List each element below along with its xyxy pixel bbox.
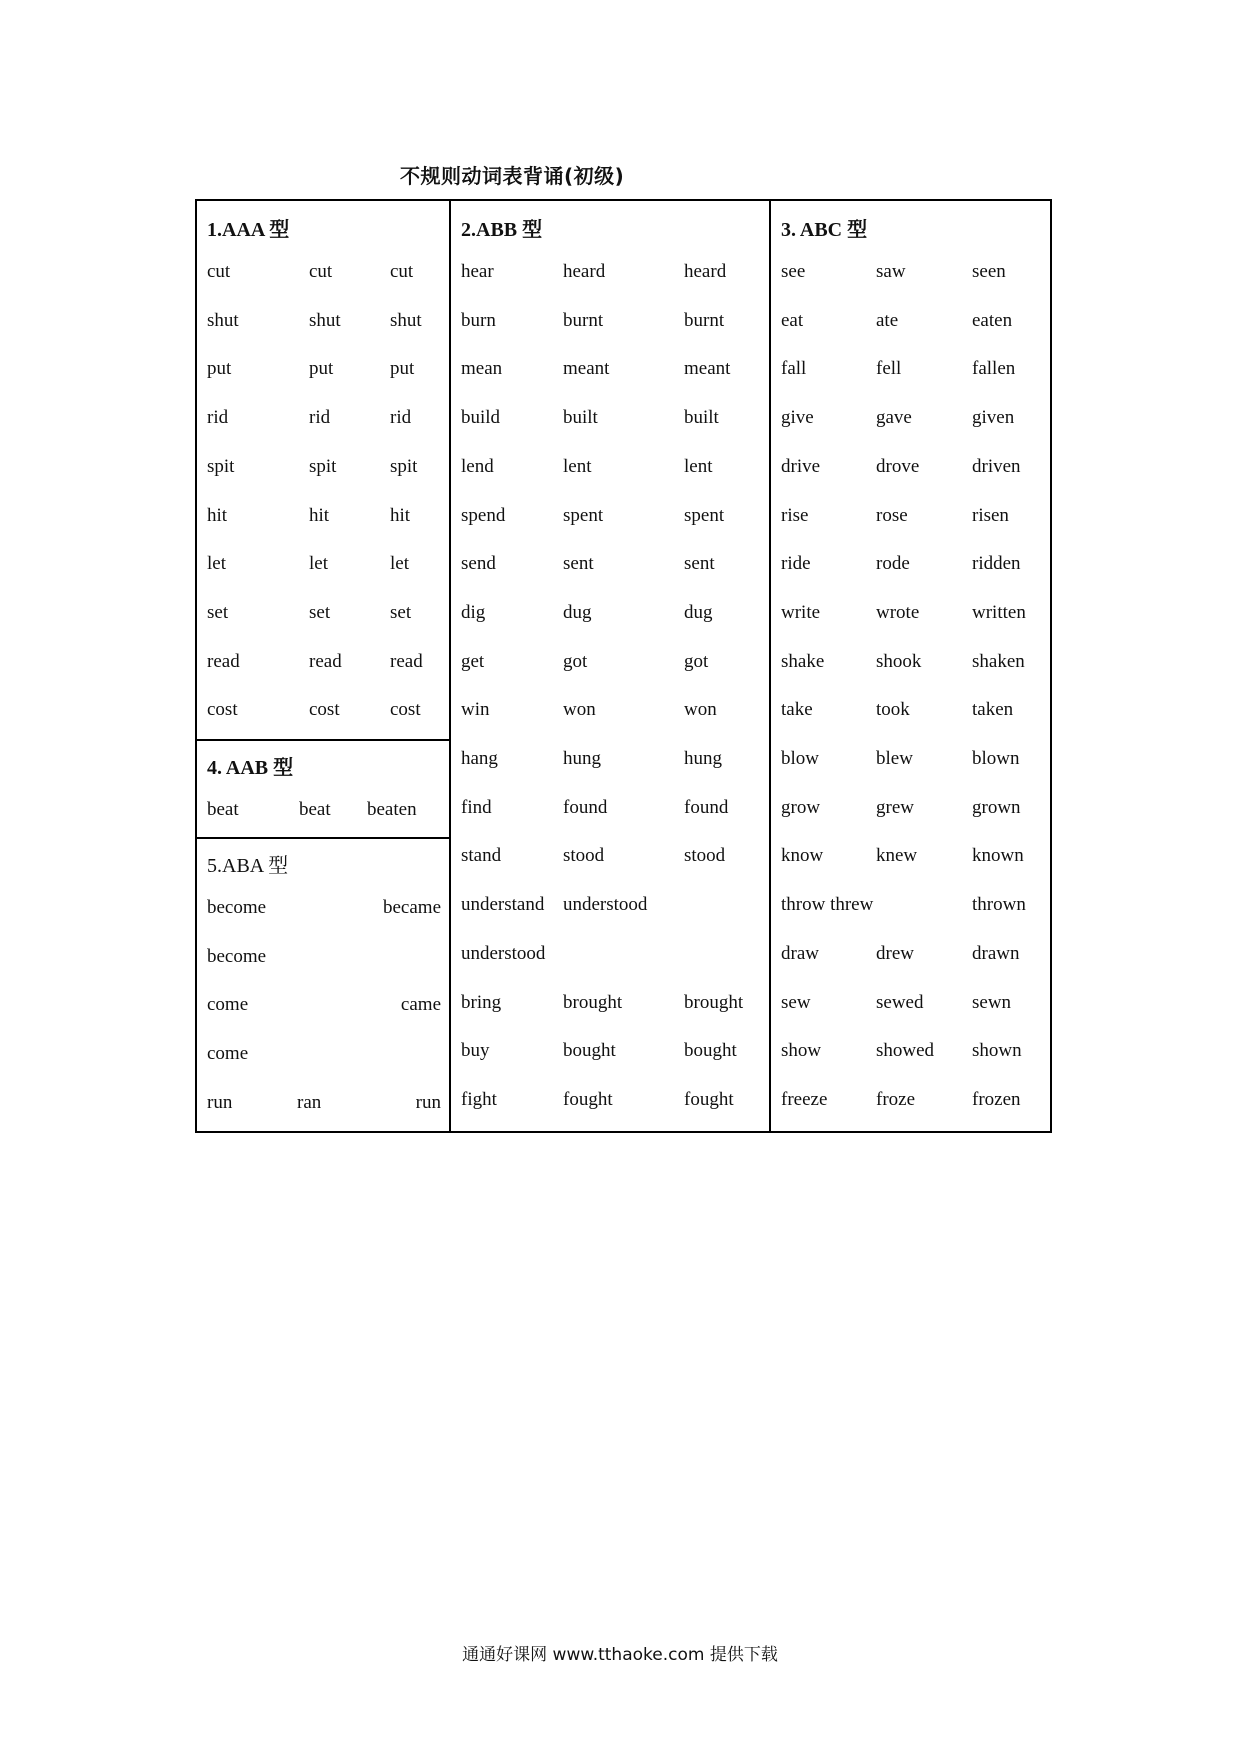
past-participle: written	[972, 601, 1026, 623]
past-participle: found	[684, 796, 729, 818]
column-left	[197, 201, 449, 1131]
verb-row	[461, 894, 761, 924]
base-form: take	[781, 699, 813, 721]
verb-row	[461, 1089, 761, 1119]
past-tense: won	[563, 699, 596, 721]
verb-row	[207, 261, 441, 291]
past-tense: burnt	[563, 309, 604, 331]
past-participle: risen	[972, 504, 1009, 526]
section-abc	[771, 201, 1050, 1131]
past-participle: ridden	[972, 553, 1021, 575]
base-form: shake	[781, 650, 825, 672]
section-title: 4. AAB 型	[207, 757, 294, 779]
base-form: understand	[461, 894, 545, 916]
past-participle: bought	[684, 1040, 737, 1062]
base-form: understood	[461, 942, 546, 964]
past-tense: put	[309, 358, 334, 380]
base-form: fight	[461, 1088, 497, 1110]
past-participle: heard	[684, 261, 727, 282]
past-participle: fallen	[972, 358, 1016, 380]
verb-row	[781, 553, 1042, 583]
verb-row	[207, 994, 441, 1024]
section-aaa	[197, 201, 449, 739]
verb-row	[207, 699, 441, 729]
base-form: beat	[207, 799, 239, 820]
verb-row	[781, 602, 1042, 632]
base-form: ride	[781, 553, 811, 575]
base-form: spit	[207, 455, 235, 477]
past-tense: heard	[563, 261, 606, 282]
verb-row	[781, 845, 1042, 875]
verb-row	[461, 748, 761, 778]
past-tense: drew	[876, 942, 914, 964]
past-participle: read	[390, 650, 423, 672]
past-participle: fought	[684, 1088, 734, 1110]
past-participle: put	[390, 358, 415, 380]
past-participle: got	[684, 650, 709, 672]
verb-row	[461, 699, 761, 729]
base-form: run	[207, 1091, 233, 1113]
verb-row	[781, 894, 1042, 924]
past-tense: shook	[876, 650, 922, 672]
verb-row	[461, 1040, 761, 1070]
past-participle: set	[390, 601, 412, 623]
verb-row	[781, 748, 1042, 778]
base-form: draw	[781, 942, 819, 964]
past-tense: beat	[299, 799, 331, 820]
past-participle: brought	[684, 991, 744, 1013]
base-form: build	[461, 407, 501, 429]
base-form: get	[461, 650, 485, 672]
verb-row	[461, 261, 761, 291]
past-tense: meant	[563, 358, 610, 380]
past-participle: stood	[684, 845, 726, 867]
past-tense: knew	[876, 845, 918, 867]
verb-row	[207, 799, 441, 829]
verb-row	[781, 1089, 1042, 1119]
past-participle: drawn	[972, 942, 1020, 964]
past-tense: brought	[563, 991, 623, 1013]
past-participle: dug	[684, 601, 713, 623]
base-form: grow	[781, 796, 821, 818]
base-form: mean	[461, 358, 503, 380]
past-tense: grew	[876, 796, 914, 818]
verb-row	[781, 992, 1042, 1022]
verb-row	[207, 602, 441, 632]
past-tense: read	[309, 650, 342, 672]
verb-row	[207, 651, 441, 681]
past-participle: taken	[972, 699, 1014, 721]
verb-row	[207, 1043, 441, 1073]
verb-row	[461, 553, 761, 583]
verb-row	[207, 897, 441, 927]
base-form: eat	[781, 309, 804, 331]
past-participle: sent	[684, 553, 715, 575]
verb-row	[207, 1092, 441, 1122]
past-participle: eaten	[972, 309, 1013, 331]
past-tense: bought	[563, 1040, 616, 1062]
base-form: burn	[461, 309, 496, 331]
verb-row	[461, 505, 761, 535]
base-form: dig	[461, 601, 486, 623]
past-tense: built	[563, 407, 598, 429]
past-participle: seen	[972, 261, 1006, 282]
past-tense: took	[876, 699, 910, 721]
section-title: 5.ABA 型	[207, 855, 289, 877]
verb-row	[461, 797, 761, 827]
past-participle: spent	[684, 504, 725, 526]
verb-row	[461, 602, 761, 632]
base-form: blow	[781, 748, 819, 769]
base-form: know	[781, 845, 824, 867]
verb-row	[461, 992, 761, 1022]
past-tense: hung	[563, 748, 601, 769]
past-participle: shaken	[972, 650, 1025, 672]
past-participle: cost	[390, 699, 421, 721]
past-tense: drove	[876, 455, 920, 477]
verb-row	[207, 553, 441, 583]
verb-row	[461, 943, 761, 973]
base-form: become	[207, 945, 267, 967]
base-form: give	[781, 407, 814, 429]
base-form: rid	[207, 407, 229, 429]
base-form: throw threw	[781, 894, 874, 916]
verb-row	[207, 358, 441, 388]
base-form: come	[207, 1043, 249, 1065]
base-form: sew	[781, 991, 811, 1013]
verb-row	[781, 651, 1042, 681]
verb-row	[461, 358, 761, 388]
verb-row	[207, 407, 441, 437]
past-tense: rode	[876, 553, 910, 575]
past-tense: froze	[876, 1088, 916, 1110]
base-form: win	[461, 699, 490, 721]
past-tense: saw	[876, 261, 906, 282]
past-participle: sewn	[972, 991, 1012, 1013]
base-form: write	[781, 601, 821, 623]
verb-row	[461, 310, 761, 340]
base-form: buy	[461, 1040, 490, 1062]
past-participle: given	[972, 407, 1015, 429]
column-right	[769, 201, 1050, 1131]
past-tense: spit	[309, 455, 337, 477]
past-tense: let	[309, 553, 328, 575]
past-participle: grown	[972, 796, 1021, 818]
past-tense: understood	[563, 894, 648, 916]
base-form: hear	[461, 261, 494, 282]
past-participle: won	[684, 699, 717, 721]
past-participle: known	[972, 845, 1024, 867]
past-tense: lent	[563, 455, 592, 477]
base-form: bring	[461, 991, 502, 1013]
past-participle: cut	[390, 261, 414, 282]
verb-row	[781, 310, 1042, 340]
section-title: 3. ABC 型	[781, 219, 868, 241]
base-form: read	[207, 650, 240, 672]
past-tense: blew	[876, 748, 913, 769]
verb-row	[461, 407, 761, 437]
verb-row	[207, 505, 441, 535]
verb-row	[781, 699, 1042, 729]
past-tense: ate	[876, 309, 899, 331]
verb-row	[781, 797, 1042, 827]
past-tense: hit	[309, 504, 330, 526]
base-form: let	[207, 553, 226, 575]
base-form: find	[461, 796, 492, 818]
past-tense: shut	[309, 309, 341, 331]
past-participle: spit	[390, 455, 418, 477]
verb-row	[781, 261, 1042, 291]
base-form: put	[207, 358, 232, 380]
base-form: show	[781, 1040, 822, 1062]
past-participle: blown	[972, 748, 1020, 769]
past-tense: rid	[309, 407, 331, 429]
past-participle: shut	[390, 309, 422, 331]
past-participle: run	[415, 1091, 441, 1113]
verb-row	[461, 845, 761, 875]
section-aab	[197, 739, 449, 837]
section-title: 2.ABB 型	[461, 219, 543, 241]
verb-row	[781, 505, 1042, 535]
past-tense: stood	[563, 845, 605, 867]
verb-row	[781, 358, 1042, 388]
past-tense: spent	[563, 504, 604, 526]
verb-table	[195, 199, 1052, 1133]
past-tense: dug	[563, 601, 592, 623]
past-tense: gave	[876, 407, 912, 429]
past-participle: hung	[684, 748, 722, 769]
base-form: cost	[207, 699, 238, 721]
past-participle: built	[684, 407, 719, 429]
past-participle: let	[390, 553, 409, 575]
past-participle: lent	[684, 455, 713, 477]
verb-row	[781, 943, 1042, 973]
past-tense: found	[563, 796, 608, 818]
past-tense: fell	[876, 358, 902, 380]
section-abb	[451, 201, 769, 1131]
past-participle: meant	[684, 358, 731, 380]
column-middle	[449, 201, 769, 1131]
footer: 通通好课网 www.tthaoke.com 提供下载	[462, 1645, 778, 1665]
past-tense: got	[563, 650, 588, 672]
past-tense: cut	[309, 261, 333, 282]
base-form: stand	[461, 845, 502, 867]
base-form: see	[781, 261, 806, 282]
verb-row	[207, 310, 441, 340]
verb-row	[207, 456, 441, 486]
past-tense: showed	[876, 1040, 935, 1062]
base-form: become	[207, 897, 267, 918]
base-form: lend	[461, 455, 494, 477]
past-participle: thrown	[972, 894, 1026, 916]
base-form: rise	[781, 504, 809, 526]
page-title: 不规则动词表背诵(初级)	[400, 164, 625, 188]
base-form: hang	[461, 748, 498, 769]
verb-row	[781, 456, 1042, 486]
past-participle: hit	[390, 504, 411, 526]
verb-row	[781, 1040, 1042, 1070]
past-tense: fought	[563, 1088, 613, 1110]
base-form: come	[207, 994, 249, 1016]
section-aba	[197, 837, 449, 1133]
base-form: hit	[207, 504, 228, 526]
past-participle: beaten	[367, 799, 417, 820]
past-participle: rid	[390, 407, 412, 429]
past-participle: came	[400, 994, 441, 1016]
past-tense: sent	[563, 553, 594, 575]
past-tense: rose	[876, 504, 908, 526]
section-title: 1.AAA 型	[207, 219, 290, 241]
past-tense: sewed	[876, 991, 924, 1013]
base-form: send	[461, 553, 496, 575]
past-participle: became	[382, 897, 441, 918]
verb-row	[461, 651, 761, 681]
past-participle: shown	[972, 1040, 1022, 1062]
base-form: drive	[781, 455, 821, 477]
past-participle: driven	[972, 455, 1021, 477]
base-form: set	[207, 601, 229, 623]
base-form: cut	[207, 261, 231, 282]
base-form: fall	[781, 358, 807, 380]
base-form: shut	[207, 309, 239, 331]
past-participle: frozen	[972, 1088, 1021, 1110]
past-participle: burnt	[684, 309, 725, 331]
past-tense: cost	[309, 699, 340, 721]
past-tense: ran	[297, 1091, 322, 1113]
verb-row	[781, 407, 1042, 437]
past-tense: set	[309, 601, 331, 623]
base-form: freeze	[781, 1088, 828, 1110]
verb-row	[207, 946, 441, 976]
verb-row	[461, 456, 761, 486]
base-form: spend	[461, 504, 506, 526]
past-tense: wrote	[876, 601, 920, 623]
